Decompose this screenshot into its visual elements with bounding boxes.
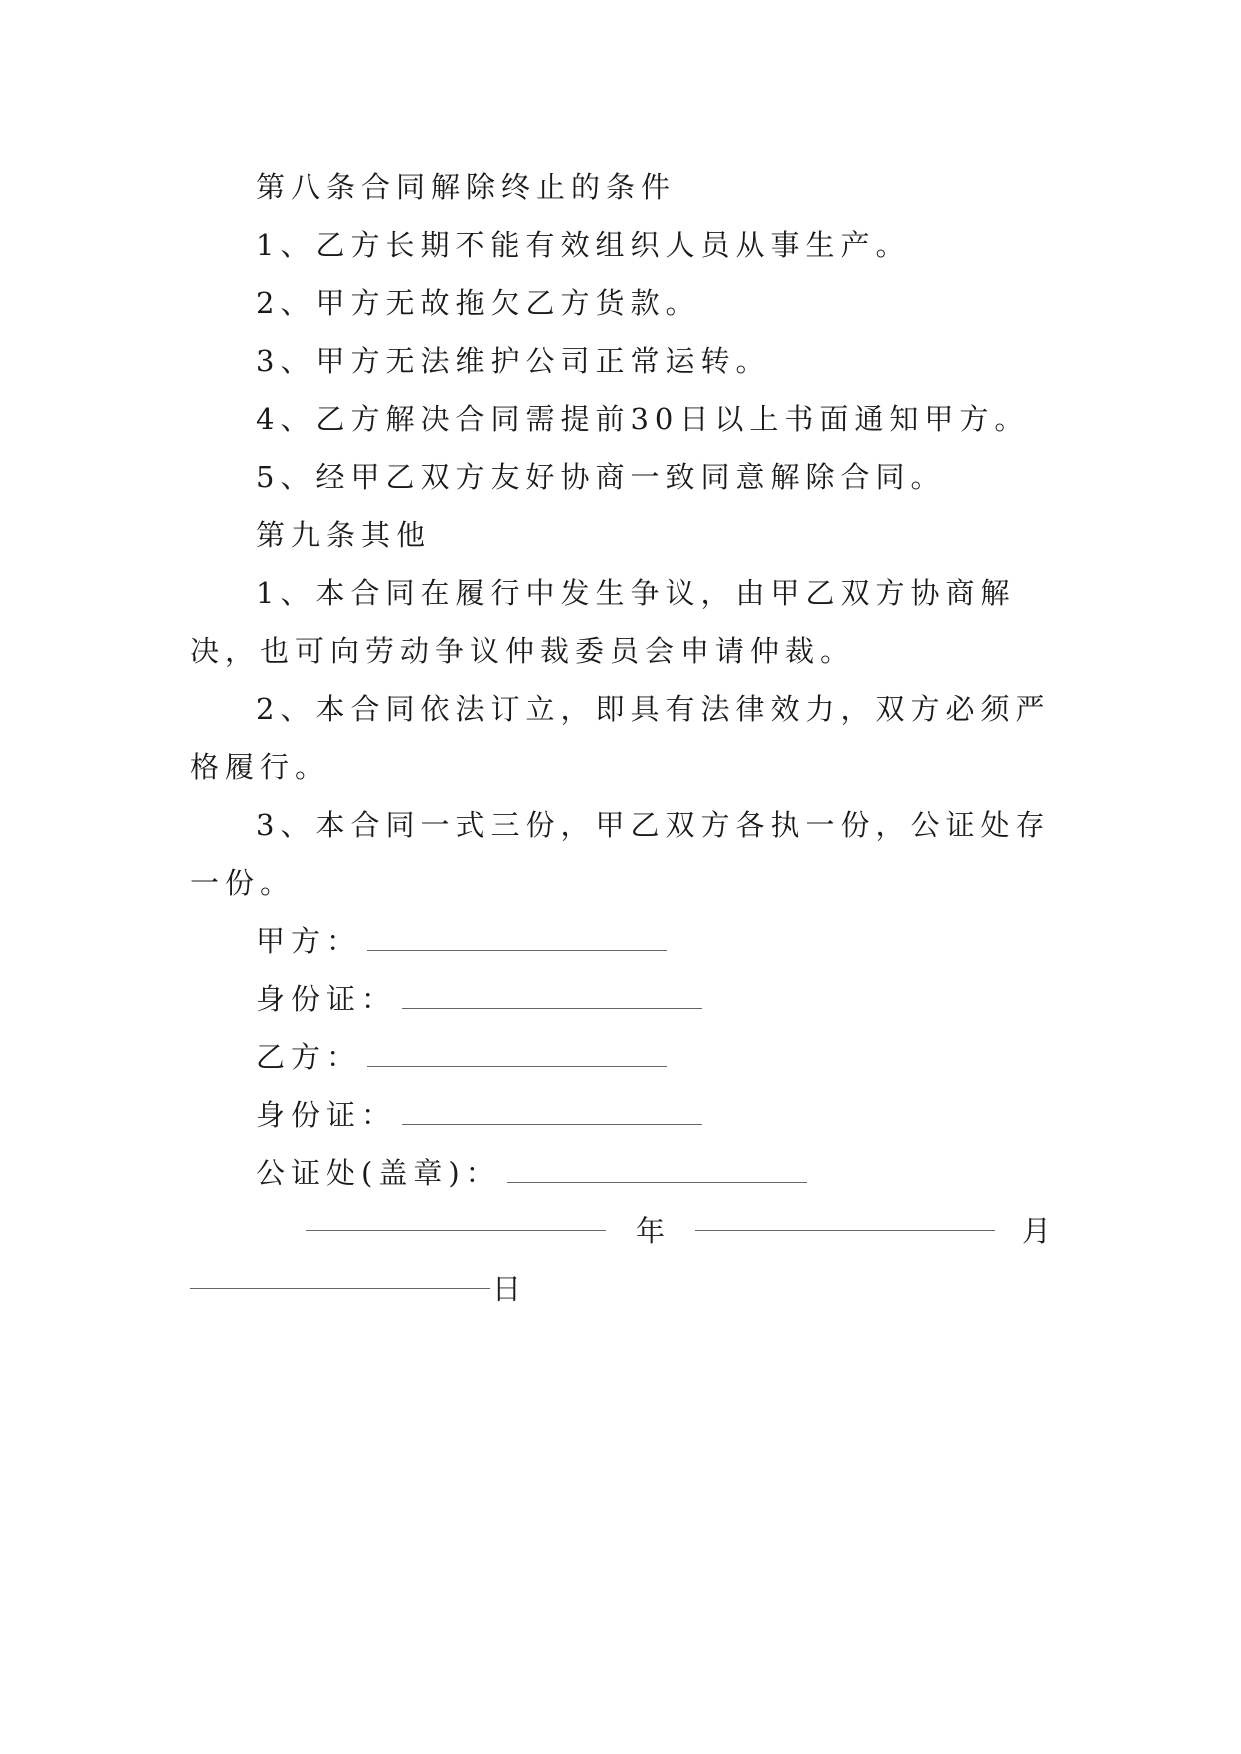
year-blank[interactable] <box>306 1206 606 1231</box>
month-label: 月 <box>1022 1214 1058 1248</box>
article-9-heading: 第九条其他 <box>256 518 432 552</box>
year-label: 年 <box>636 1214 672 1248</box>
notary-line <box>190 1144 1052 1202</box>
party-b-label: 乙方： <box>256 1040 362 1074</box>
article-8-item-5: 5、经甲乙双方友好协商一致同意解除合同。 <box>256 460 946 494</box>
party-a-id-line <box>190 970 1052 1028</box>
party-a-label: 甲方： <box>256 924 362 958</box>
article-8-item-4: 4、乙方解决合同需提前30日以上书面通知甲方。 <box>256 402 1030 436</box>
date-line-2 <box>190 1260 1052 1318</box>
day-blank[interactable] <box>190 1264 490 1289</box>
party-b-id-line <box>190 1086 1052 1144</box>
article-8-item-1: 1、乙方长期不能有效组织人员从事生产。 <box>256 228 911 262</box>
article-9-item-2: 2、本合同依法订立，即具有法律效力，双方必须严格履行。 <box>190 692 1051 784</box>
party-b-blank[interactable] <box>367 1042 667 1067</box>
party-a-id-label: 身份证： <box>256 982 397 1016</box>
party-b-id-blank[interactable] <box>402 1100 702 1125</box>
date-line-1 <box>190 1202 1058 1260</box>
article-8-item-2: 2、甲方无故拖欠乙方货款。 <box>256 286 701 320</box>
day-label: 日 <box>492 1272 528 1306</box>
party-b-line <box>190 1028 1052 1086</box>
party-a-blank[interactable] <box>367 926 667 951</box>
notary-label: 公证处(盖章)： <box>256 1156 501 1190</box>
article-8-heading: 第八条合同解除终止的条件 <box>256 170 677 204</box>
article-9-item-1: 1、本合同在履行中发生争议，由甲乙双方协商解决，也可向劳动争议仲裁委员会申请仲裁。 <box>190 576 1016 668</box>
article-8-item-3: 3、甲方无法维护公司正常运转。 <box>256 344 771 378</box>
article-9-item-3: 3、本合同一式三份，甲乙双方各执一份，公证处存一份。 <box>190 808 1051 900</box>
document-body <box>190 158 1058 1318</box>
party-b-id-label: 身份证： <box>256 1098 397 1132</box>
party-a-line <box>190 912 1052 970</box>
month-blank[interactable] <box>695 1206 995 1231</box>
notary-blank[interactable] <box>507 1158 807 1183</box>
party-a-id-blank[interactable] <box>402 984 702 1009</box>
